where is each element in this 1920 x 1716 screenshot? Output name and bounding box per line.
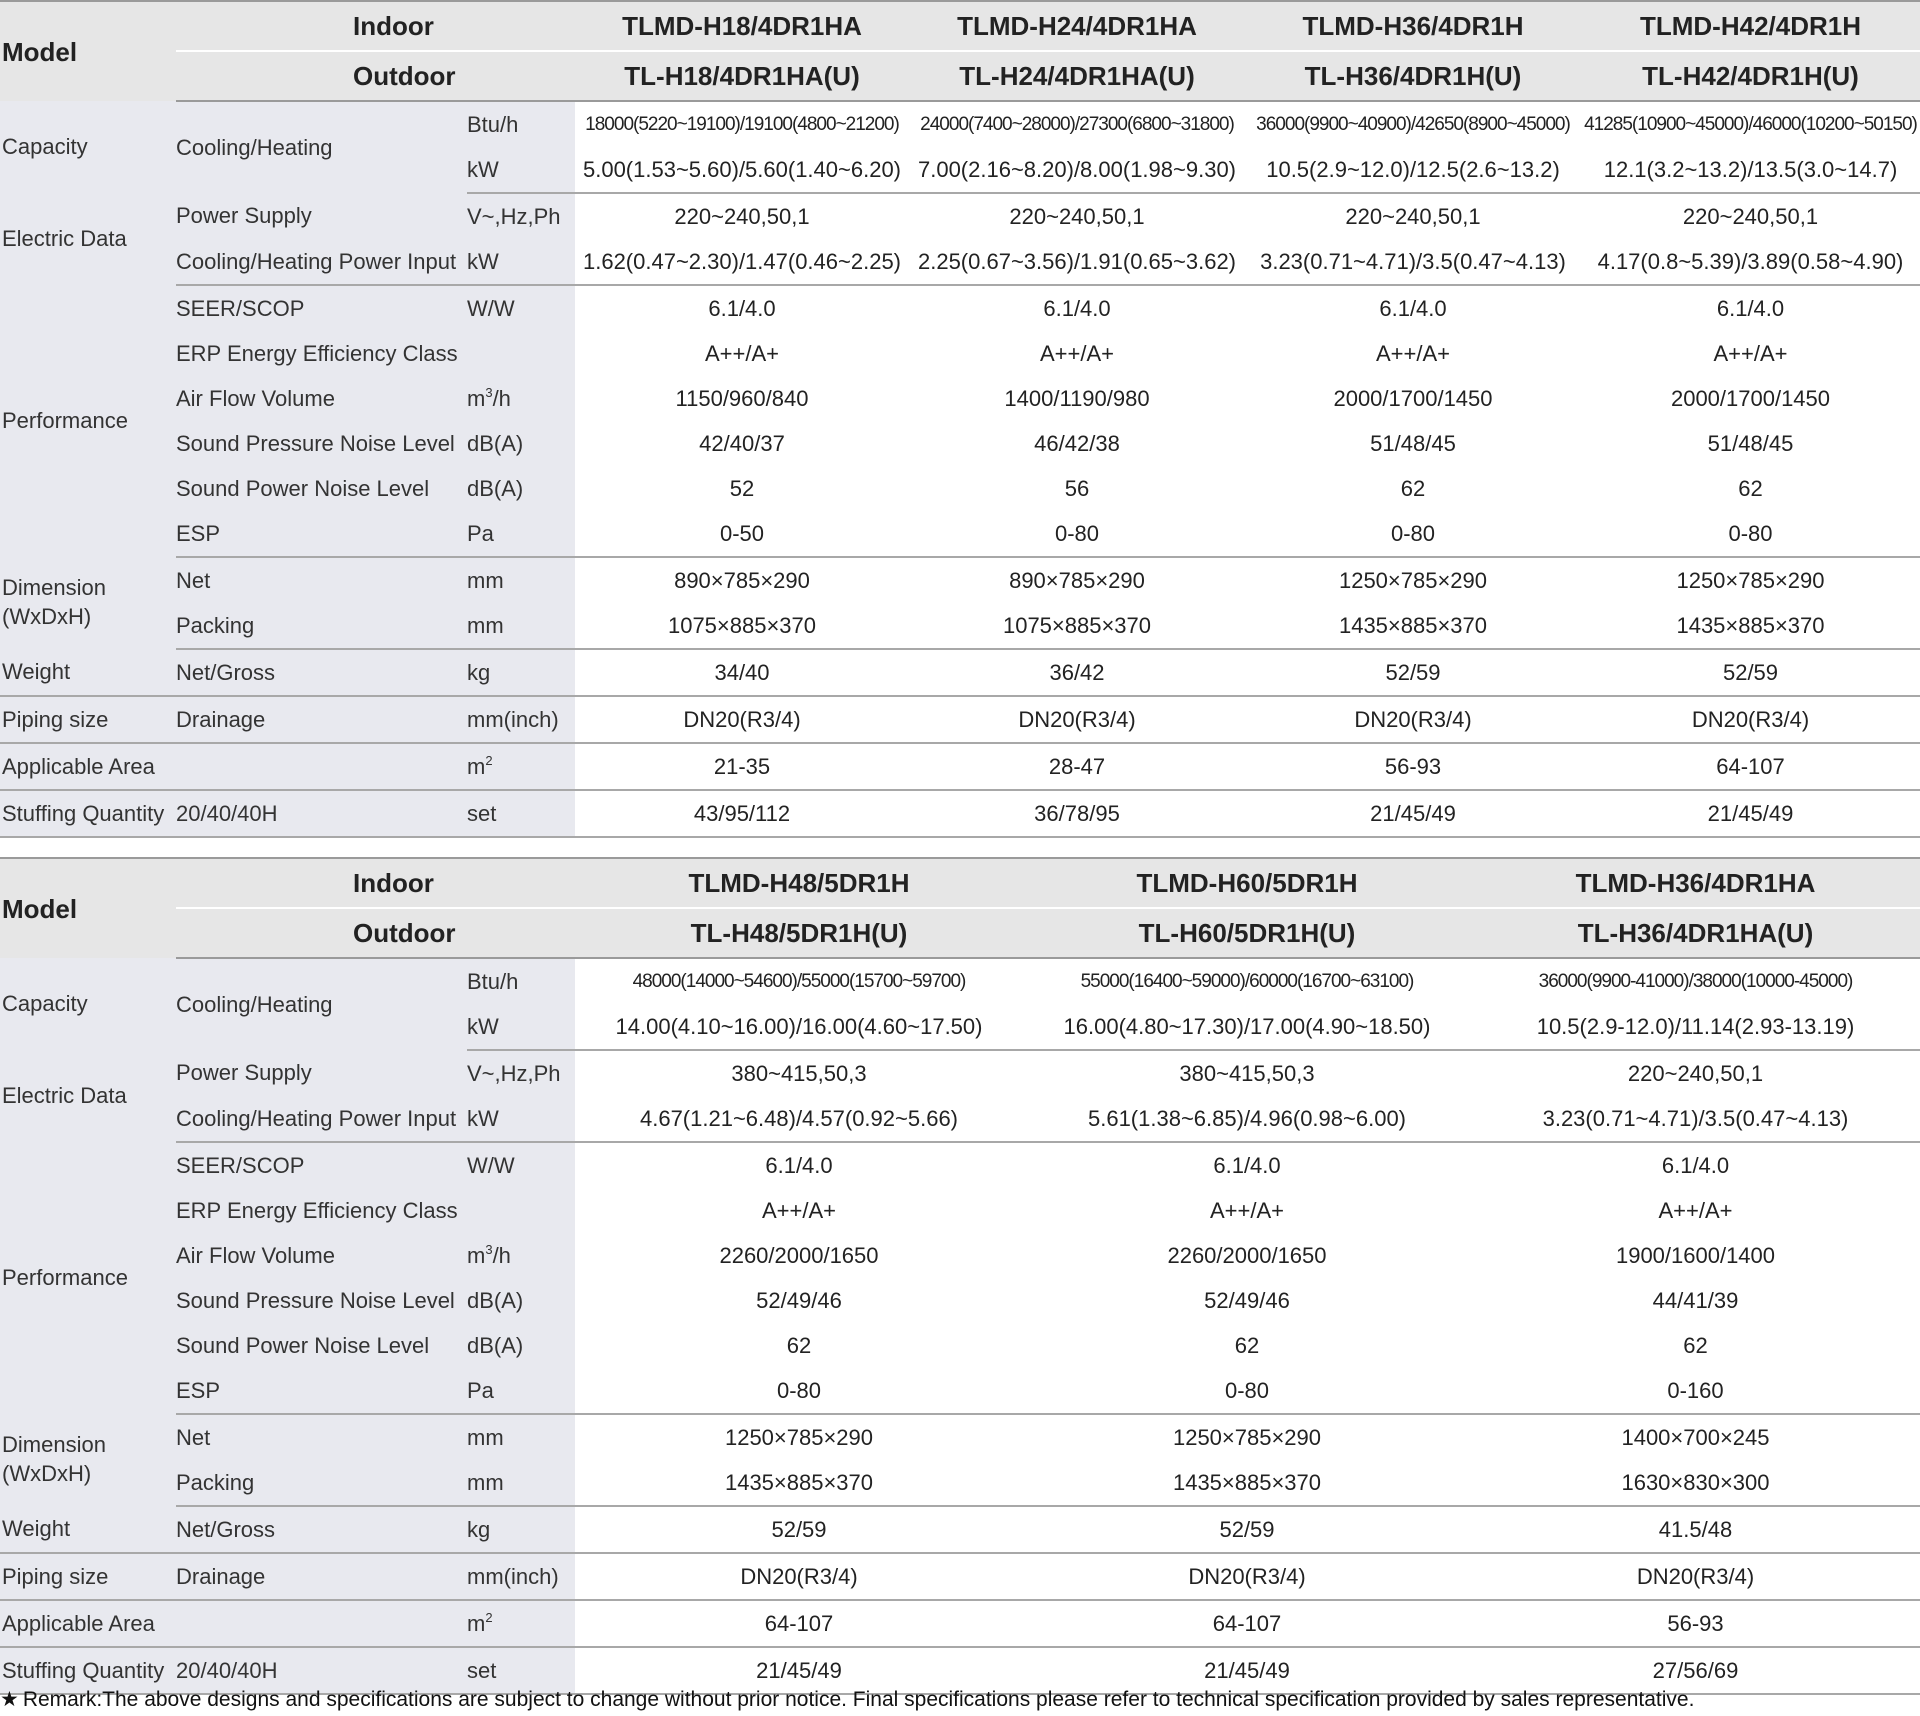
table-cell: 1150/960/840 xyxy=(575,376,909,421)
table-cell: 41.5/48 xyxy=(1471,1506,1920,1553)
table-cell: 36000(9900-41000)/38000(10000-45000) xyxy=(1471,958,1920,1004)
unit-base: m xyxy=(467,385,486,411)
indoor-model: TLMD-H18/4DR1HA xyxy=(575,1,909,51)
model-label: Model xyxy=(0,858,176,958)
sub-label xyxy=(176,743,467,790)
table-cell: 1250×785×290 xyxy=(1023,1414,1471,1460)
table-cell: 1075×885×370 xyxy=(909,603,1245,649)
indoor-model: TLMD-H60/5DR1H xyxy=(1023,858,1471,908)
table-cell: 64-107 xyxy=(575,1600,1023,1647)
star-icon: ★ xyxy=(0,1688,19,1711)
table-cell: DN20(R3/4) xyxy=(1581,696,1920,743)
unit-label: Btu/h xyxy=(467,958,575,1004)
sub-label: 20/40/40H xyxy=(176,790,467,837)
row-label-performance: Performance xyxy=(0,285,176,557)
table-cell: 1630×830×300 xyxy=(1471,1460,1920,1506)
table-cell: 1435×885×370 xyxy=(1023,1460,1471,1506)
outdoor-model: TL-H42/4DR1H(U) xyxy=(1581,51,1920,101)
table-cell: 52/49/46 xyxy=(1023,1278,1471,1323)
table-cell: DN20(R3/4) xyxy=(1245,696,1581,743)
table-cell: 890×785×290 xyxy=(909,557,1245,603)
unit-label: kW xyxy=(467,147,575,193)
unit-label: mm xyxy=(467,557,575,603)
table-cell: 52/59 xyxy=(1023,1506,1471,1553)
table-cell: 220~240,50,1 xyxy=(1245,193,1581,239)
table-cell: 36/42 xyxy=(909,649,1245,696)
table-cell: 52/49/46 xyxy=(575,1278,1023,1323)
unit-label: Pa xyxy=(467,511,575,557)
unit-label: kW xyxy=(467,1096,575,1142)
table-cell: 6.1/4.0 xyxy=(575,1142,1023,1188)
table-cell: A++/A+ xyxy=(1581,331,1920,376)
table-cell: 220~240,50,1 xyxy=(1581,193,1920,239)
unit-label xyxy=(467,1233,575,1278)
table-cell: 10.5(2.9-12.0)/11.14(2.93-13.19) xyxy=(1471,1004,1920,1050)
table-cell: 56-93 xyxy=(1471,1600,1920,1647)
spec-table-1 xyxy=(0,0,1920,838)
table-cell: 1900/1600/1400 xyxy=(1471,1233,1920,1278)
remark-note xyxy=(0,1688,1920,1712)
unit-label: V~,Hz,Ph xyxy=(467,193,575,239)
table-cell: 62 xyxy=(1581,466,1920,511)
table-cell: 21/45/49 xyxy=(1245,790,1581,837)
unit-label: V~,Hz,Ph xyxy=(467,1050,575,1096)
sub-label: Packing xyxy=(176,1460,467,1506)
sub-label: Cooling/Heating xyxy=(176,101,467,193)
table-cell: 2000/1700/1450 xyxy=(1581,376,1920,421)
table-cell: 52 xyxy=(575,466,909,511)
table-cell: 24000(7400~28000)/27300(6800~31800) xyxy=(909,101,1245,147)
spec-table-2 xyxy=(0,857,1920,1695)
sub-label: Power Supply xyxy=(176,1050,467,1096)
table-cell: 52/59 xyxy=(1245,649,1581,696)
unit-label xyxy=(467,1600,575,1647)
table-cell: 2.25(0.67~3.56)/1.91(0.65~3.62) xyxy=(909,239,1245,285)
unit-exponent: 3 xyxy=(485,1241,493,1257)
indoor-model: TLMD-H36/4DR1HA xyxy=(1471,858,1920,908)
table-cell: 6.1/4.0 xyxy=(575,285,909,331)
table-cell: 46/42/38 xyxy=(909,421,1245,466)
table-cell: A++/A+ xyxy=(575,1188,1023,1233)
sub-label: ERP Energy Efficiency Class xyxy=(176,331,467,376)
table-cell: 34/40 xyxy=(575,649,909,696)
row-label-weight: Weight xyxy=(0,649,176,696)
table-cell: 220~240,50,1 xyxy=(1471,1050,1920,1096)
unit-base: m xyxy=(467,1242,486,1268)
table-cell: 3.23(0.71~4.71)/3.5(0.47~4.13) xyxy=(1245,239,1581,285)
table-cell: A++/A+ xyxy=(1245,331,1581,376)
unit-base: m xyxy=(467,1610,486,1636)
sub-label: Sound Pressure Noise Level xyxy=(176,421,467,466)
table-cell: 6.1/4.0 xyxy=(1245,285,1581,331)
table-cell: 0-80 xyxy=(909,511,1245,557)
table-cell: 2260/2000/1650 xyxy=(1023,1233,1471,1278)
table-cell: 62 xyxy=(575,1323,1023,1368)
indoor-model: TLMD-H48/5DR1H xyxy=(575,858,1023,908)
unit-label: Pa xyxy=(467,1368,575,1414)
table-cell: 43/95/112 xyxy=(575,790,909,837)
table-cell: 5.00(1.53~5.60)/5.60(1.40~6.20) xyxy=(575,147,909,193)
sub-label: Net xyxy=(176,1414,467,1460)
sub-label: Cooling/Heating Power Input xyxy=(176,239,467,285)
table-cell: 890×785×290 xyxy=(575,557,909,603)
table-cell: 220~240,50,1 xyxy=(575,193,909,239)
sub-label: Power Supply xyxy=(176,193,467,239)
sub-label: Drainage xyxy=(176,1553,467,1600)
table-cell: 27/56/69 xyxy=(1471,1647,1920,1694)
row-label-dimension: Dimension (WxDxH) xyxy=(0,557,176,649)
unit-label: mm xyxy=(467,1414,575,1460)
table-cell: 12.1(3.2~13.2)/13.5(3.0~14.7) xyxy=(1581,147,1920,193)
unit-exponent: 2 xyxy=(485,1609,493,1625)
table-cell: 56 xyxy=(909,466,1245,511)
table-cell: 62 xyxy=(1471,1323,1920,1368)
table-cell: 1435×885×370 xyxy=(575,1460,1023,1506)
table-cell: 14.00(4.10~16.00)/16.00(4.60~17.50) xyxy=(575,1004,1023,1050)
table-cell: DN20(R3/4) xyxy=(1471,1553,1920,1600)
table-cell: 380~415,50,3 xyxy=(575,1050,1023,1096)
remark-text: Remark:The above designs and specifications are subject to change without prior notice. Final specifications please refer to technical specification provided by sales representative. xyxy=(22,1688,1695,1711)
table-cell: A++/A+ xyxy=(1023,1188,1471,1233)
unit-label: kg xyxy=(467,1506,575,1553)
outdoor-model: TL-H36/4DR1HA(U) xyxy=(1471,908,1920,958)
table-cell: 0-160 xyxy=(1471,1368,1920,1414)
table-cell: A++/A+ xyxy=(909,331,1245,376)
row-label-electric: Electric Data xyxy=(0,193,176,285)
row-label-piping: Piping size xyxy=(0,1553,176,1600)
table-cell: 1.62(0.47~2.30)/1.47(0.46~2.25) xyxy=(575,239,909,285)
table-cell: DN20(R3/4) xyxy=(575,1553,1023,1600)
table-cell: 36/78/95 xyxy=(909,790,1245,837)
table-cell: 6.1/4.0 xyxy=(909,285,1245,331)
table-cell: 64-107 xyxy=(1581,743,1920,790)
sub-label: Drainage xyxy=(176,696,467,743)
unit-label: dB(A) xyxy=(467,466,575,511)
unit-label: mm xyxy=(467,603,575,649)
table-cell: 4.17(0.8~5.39)/3.89(0.58~4.90) xyxy=(1581,239,1920,285)
table-cell: 52/59 xyxy=(1581,649,1920,696)
unit-label: W/W xyxy=(467,285,575,331)
table-cell: 1250×785×290 xyxy=(1245,557,1581,603)
indoor-model: TLMD-H24/4DR1HA xyxy=(909,1,1245,51)
unit-label xyxy=(467,1188,575,1233)
table-cell: 1075×885×370 xyxy=(575,603,909,649)
unit-label: kW xyxy=(467,239,575,285)
table-cell: 1250×785×290 xyxy=(1581,557,1920,603)
unit-label: dB(A) xyxy=(467,421,575,466)
table-cell: 51/48/45 xyxy=(1245,421,1581,466)
table-cell: 51/48/45 xyxy=(1581,421,1920,466)
sub-label: ESP xyxy=(176,1368,467,1414)
unit-label: mm(inch) xyxy=(467,696,575,743)
table-cell: 21/45/49 xyxy=(1581,790,1920,837)
row-label-area: Applicable Area xyxy=(0,743,176,790)
table-cell: 0-80 xyxy=(1023,1368,1471,1414)
row-label-electric: Electric Data xyxy=(0,1050,176,1142)
table-cell: 41285(10900~45000)/46000(10200~50150) xyxy=(1581,101,1920,147)
table-cell: 5.61(1.38~6.85)/4.96(0.98~6.00) xyxy=(1023,1096,1471,1142)
unit-label: kW xyxy=(467,1004,575,1050)
table-cell: 56-93 xyxy=(1245,743,1581,790)
sub-label: 20/40/40H xyxy=(176,1647,467,1694)
row-label-area: Applicable Area xyxy=(0,1600,176,1647)
table-cell: 220~240,50,1 xyxy=(909,193,1245,239)
row-label-performance: Performance xyxy=(0,1142,176,1414)
unit-label: mm(inch) xyxy=(467,1553,575,1600)
table-cell: 0-80 xyxy=(1581,511,1920,557)
table-cell: 0-80 xyxy=(575,1368,1023,1414)
indoor-model: TLMD-H36/4DR1H xyxy=(1245,1,1581,51)
sub-label: Sound Pressure Noise Level xyxy=(176,1278,467,1323)
table-cell: DN20(R3/4) xyxy=(575,696,909,743)
unit-exponent: 3 xyxy=(485,384,493,400)
table-cell: 1400/1190/980 xyxy=(909,376,1245,421)
table-cell: 3.23(0.71~4.71)/3.5(0.47~4.13) xyxy=(1471,1096,1920,1142)
table-cell: 0-50 xyxy=(575,511,909,557)
outdoor-model: TL-H24/4DR1HA(U) xyxy=(909,51,1245,101)
table-cell: 64-107 xyxy=(1023,1600,1471,1647)
sub-label: Air Flow Volume xyxy=(176,376,467,421)
sub-label: Cooling/Heating xyxy=(176,958,467,1050)
outdoor-label: Outdoor xyxy=(176,51,575,101)
unit-label xyxy=(467,376,575,421)
row-label-dimension: Dimension (WxDxH) xyxy=(0,1414,176,1506)
table-cell: 6.1/4.0 xyxy=(1471,1142,1920,1188)
table-cell: 2260/2000/1650 xyxy=(575,1233,1023,1278)
sub-label: Net/Gross xyxy=(176,649,467,696)
table-cell: 48000(14000~54600)/55000(15700~59700) xyxy=(575,958,1023,1004)
table-cell: 28-47 xyxy=(909,743,1245,790)
table-cell: 1400×700×245 xyxy=(1471,1414,1920,1460)
outdoor-model: TL-H18/4DR1HA(U) xyxy=(575,51,909,101)
table-cell: 21/45/49 xyxy=(575,1647,1023,1694)
unit-label: mm xyxy=(467,1460,575,1506)
table-cell: 7.00(2.16~8.20)/8.00(1.98~9.30) xyxy=(909,147,1245,193)
sub-label: Sound Power Noise Level xyxy=(176,1323,467,1368)
table-cell: 62 xyxy=(1023,1323,1471,1368)
sub-label: SEER/SCOP xyxy=(176,285,467,331)
outdoor-model: TL-H48/5DR1H(U) xyxy=(575,908,1023,958)
outdoor-model: TL-H36/4DR1H(U) xyxy=(1245,51,1581,101)
unit-label xyxy=(467,331,575,376)
sub-label: Packing xyxy=(176,603,467,649)
sub-label: Air Flow Volume xyxy=(176,1233,467,1278)
row-label-capacity: Capacity xyxy=(0,958,176,1050)
table-cell: 52/59 xyxy=(575,1506,1023,1553)
table-cell: 62 xyxy=(1245,466,1581,511)
table-cell: 42/40/37 xyxy=(575,421,909,466)
table-cell: 18000(5220~19100)/19100(4800~21200) xyxy=(575,101,909,147)
table-cell: 36000(9900~40900)/42650(8900~45000) xyxy=(1245,101,1581,147)
table-cell: 380~415,50,3 xyxy=(1023,1050,1471,1096)
sub-label: Cooling/Heating Power Input xyxy=(176,1096,467,1142)
table-cell: DN20(R3/4) xyxy=(1023,1553,1471,1600)
table-cell: 0-80 xyxy=(1245,511,1581,557)
table-cell: 1250×785×290 xyxy=(575,1414,1023,1460)
unit-label: set xyxy=(467,1647,575,1694)
table-cell: A++/A+ xyxy=(575,331,909,376)
unit-label: dB(A) xyxy=(467,1323,575,1368)
indoor-label: Indoor xyxy=(176,1,575,51)
sub-label: Net/Gross xyxy=(176,1506,467,1553)
table-cell: 4.67(1.21~6.48)/4.57(0.92~5.66) xyxy=(575,1096,1023,1142)
unit-exponent: 2 xyxy=(485,752,493,768)
unit-label: W/W xyxy=(467,1142,575,1188)
unit-tail: /h xyxy=(492,1242,511,1268)
sub-label: ERP Energy Efficiency Class xyxy=(176,1188,467,1233)
table-cell: 6.1/4.0 xyxy=(1581,285,1920,331)
outdoor-model: TL-H60/5DR1H(U) xyxy=(1023,908,1471,958)
table-cell: 55000(16400~59000)/60000(16700~63100) xyxy=(1023,958,1471,1004)
row-label-weight: Weight xyxy=(0,1506,176,1553)
unit-base: m xyxy=(467,753,486,779)
outdoor-label: Outdoor xyxy=(176,908,575,958)
table-cell: 2000/1700/1450 xyxy=(1245,376,1581,421)
sub-label: ESP xyxy=(176,511,467,557)
unit-label: kg xyxy=(467,649,575,696)
table-cell: 10.5(2.9~12.0)/12.5(2.6~13.2) xyxy=(1245,147,1581,193)
unit-tail: /h xyxy=(492,385,511,411)
table-cell: 1435×885×370 xyxy=(1245,603,1581,649)
unit-label: Btu/h xyxy=(467,101,575,147)
unit-label xyxy=(467,743,575,790)
unit-label: set xyxy=(467,790,575,837)
table-cell: 21/45/49 xyxy=(1023,1647,1471,1694)
sub-label: Net xyxy=(176,557,467,603)
table-cell: 1435×885×370 xyxy=(1581,603,1920,649)
table-cell: DN20(R3/4) xyxy=(909,696,1245,743)
sub-label xyxy=(176,1600,467,1647)
row-label-capacity: Capacity xyxy=(0,101,176,193)
table-cell: 44/41/39 xyxy=(1471,1278,1920,1323)
table-cell: A++/A+ xyxy=(1471,1188,1920,1233)
table-cell: 21-35 xyxy=(575,743,909,790)
unit-label: dB(A) xyxy=(467,1278,575,1323)
row-label-piping: Piping size xyxy=(0,696,176,743)
row-label-stuffing: Stuffing Quantity xyxy=(0,790,176,837)
sub-label: Sound Power Noise Level xyxy=(176,466,467,511)
table-cell: 16.00(4.80~17.30)/17.00(4.90~18.50) xyxy=(1023,1004,1471,1050)
model-label: Model xyxy=(0,1,176,101)
indoor-label: Indoor xyxy=(176,858,575,908)
indoor-model: TLMD-H42/4DR1H xyxy=(1581,1,1920,51)
row-label-stuffing: Stuffing Quantity xyxy=(0,1647,176,1694)
sub-label: SEER/SCOP xyxy=(176,1142,467,1188)
table-cell: 6.1/4.0 xyxy=(1023,1142,1471,1188)
